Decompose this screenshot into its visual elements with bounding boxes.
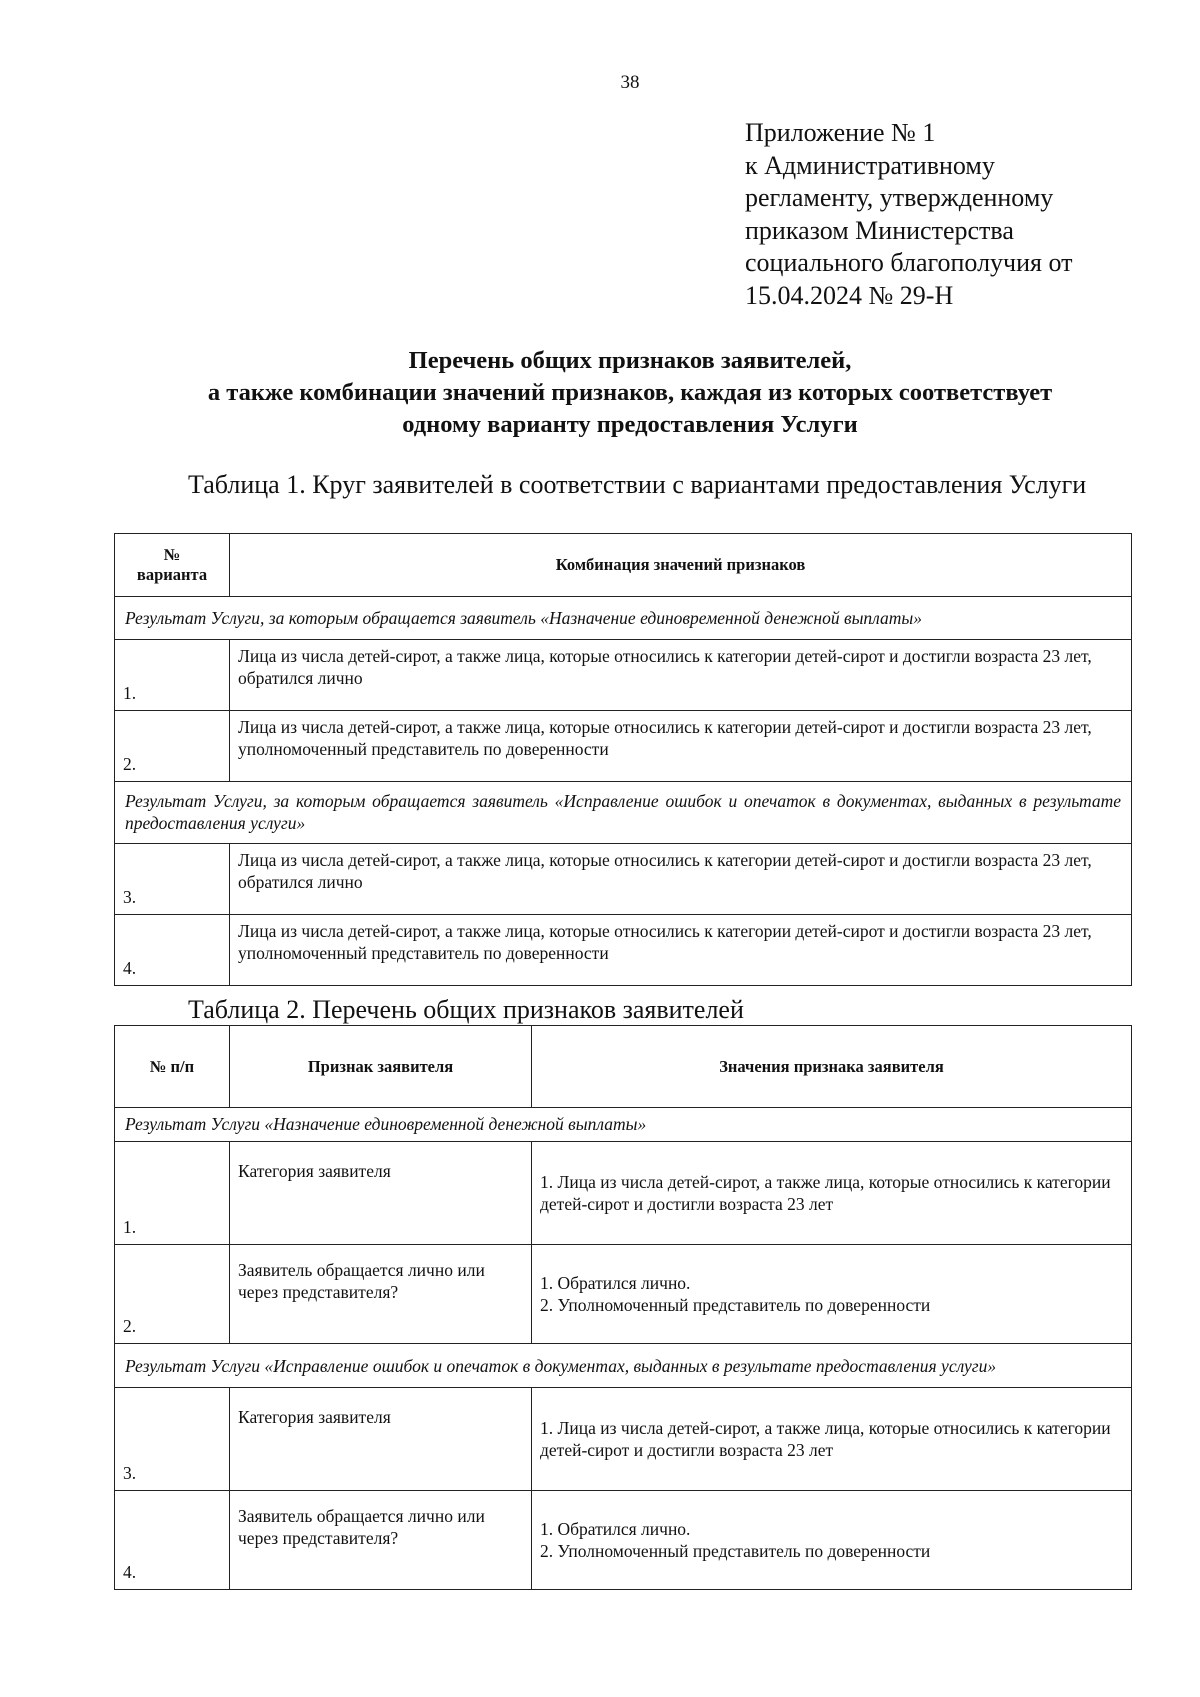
table-header-row [115,1026,1132,1108]
row-values [532,1245,1132,1344]
row-number: 2. [115,1245,230,1344]
table-row [115,844,1132,915]
section-row [115,782,1132,844]
section-title: Результат Услуги, за которым обращается заявитель «Назначение единовременной денежной выплаты» [115,597,1132,640]
table-row [115,1245,1132,1344]
row-number: 1. [115,1142,230,1245]
table-row [115,1491,1132,1590]
appendix-line: приказом Министерства [745,215,1014,245]
table-header-row [115,534,1132,597]
table-row [115,711,1132,782]
value-line: 1. Лица из числа детей-сирот, а также лица, которые относились к категории детей-сирот и достигли возраста 23 лет [540,1172,1111,1214]
row-combination: Лица из числа детей-сирот, а также лица, которые относились к категории детей-сирот и достигли возраста 23 лет, уполномоченный представитель по доверенности [230,711,1132,782]
row-number: 1. [115,640,230,711]
row-attribute: Заявитель обращается лично или через представителя? [230,1491,532,1590]
value-line: 1. Обратился лично. [540,1519,691,1539]
document-title [60,345,1200,441]
table-row [115,915,1132,986]
section-row [115,597,1132,640]
table2 [114,1025,1132,1590]
value-line: 1. Обратился лично. [540,1273,691,1293]
appendix-line: социального благополучия от [745,248,1073,277]
title-line: одному варианту предоставления Услуги [402,411,858,438]
row-number: 3. [115,844,230,915]
section-title: Результат Услуги, за которым обращается заявитель «Исправление ошибок и опечаток в документах, выданных в результате предоставления услуги» [115,782,1132,844]
table1-caption: Таблица 1. Круг заявителей в соответствии с вариантами предоставления Услуги [188,470,1087,499]
appendix-block [745,117,1165,312]
table-row [115,1388,1132,1491]
row-attribute: Заявитель обращается лично или через представителя? [230,1245,532,1344]
row-attribute: Категория заявителя [230,1388,532,1491]
header-values: Значения признака заявителя [532,1026,1132,1108]
appendix-line: к Административному [745,150,995,180]
appendix-line: регламенту, утвержденному [745,183,1054,212]
row-number: 4. [115,1491,230,1590]
header-num-symbol: № [163,545,181,564]
page-number: 38 [620,72,640,93]
header-attribute: Признак заявителя [230,1026,532,1108]
section-row [115,1108,1132,1142]
value-line: 1. Лица из числа детей-сирот, а также лица, которые относились к категории детей-сирот и достигли возраста 23 лет [540,1418,1111,1460]
table-row [115,1142,1132,1245]
title-line: а также комбинации значений признаков, каждая из которых соответствует [207,379,1053,406]
row-values [532,1388,1132,1491]
row-number: 2. [115,711,230,782]
appendix-line: 15.04.2024 № 29-Н [745,280,954,310]
header-variant-number [115,534,230,597]
row-values [532,1142,1132,1245]
section-row [115,1344,1132,1388]
row-combination: Лица из числа детей-сирот, а также лица, которые относились к категории детей-сирот и достигли возраста 23 лет, обратился лично [230,844,1132,915]
row-number: 3. [115,1388,230,1491]
value-line: 2. Уполномоченный представитель по доверенности [540,1295,931,1315]
row-combination: Лица из числа детей-сирот, а также лица, которые относились к категории детей-сирот и достигли возраста 23 лет, уполномоченный представитель по доверенности [230,915,1132,986]
value-line: 2. Уполномоченный представитель по доверенности [540,1541,931,1561]
table2-caption: Таблица 2. Перечень общих признаков заявителей [188,995,744,1024]
appendix-line: Приложение № 1 [745,118,936,147]
section-title: Результат Услуги «Назначение единовременной денежной выплаты» [115,1108,1132,1142]
header-num-word: варианта [136,565,208,584]
title-line: Перечень общих признаков заявителей, [408,347,852,374]
row-attribute: Категория заявителя [230,1142,532,1245]
header-number: № п/п [115,1026,230,1108]
header-combination: Комбинация значений признаков [230,534,1132,597]
row-combination: Лица из числа детей-сирот, а также лица, которые относились к категории детей-сирот и достигли возраста 23 лет, обратился лично [230,640,1132,711]
table1 [114,533,1132,986]
table-row [115,640,1132,711]
row-values [532,1491,1132,1590]
row-number: 4. [115,915,230,986]
section-title: Результат Услуги «Исправление ошибок и опечаток в документах, выданных в результате предоставления услуги» [115,1344,1132,1388]
